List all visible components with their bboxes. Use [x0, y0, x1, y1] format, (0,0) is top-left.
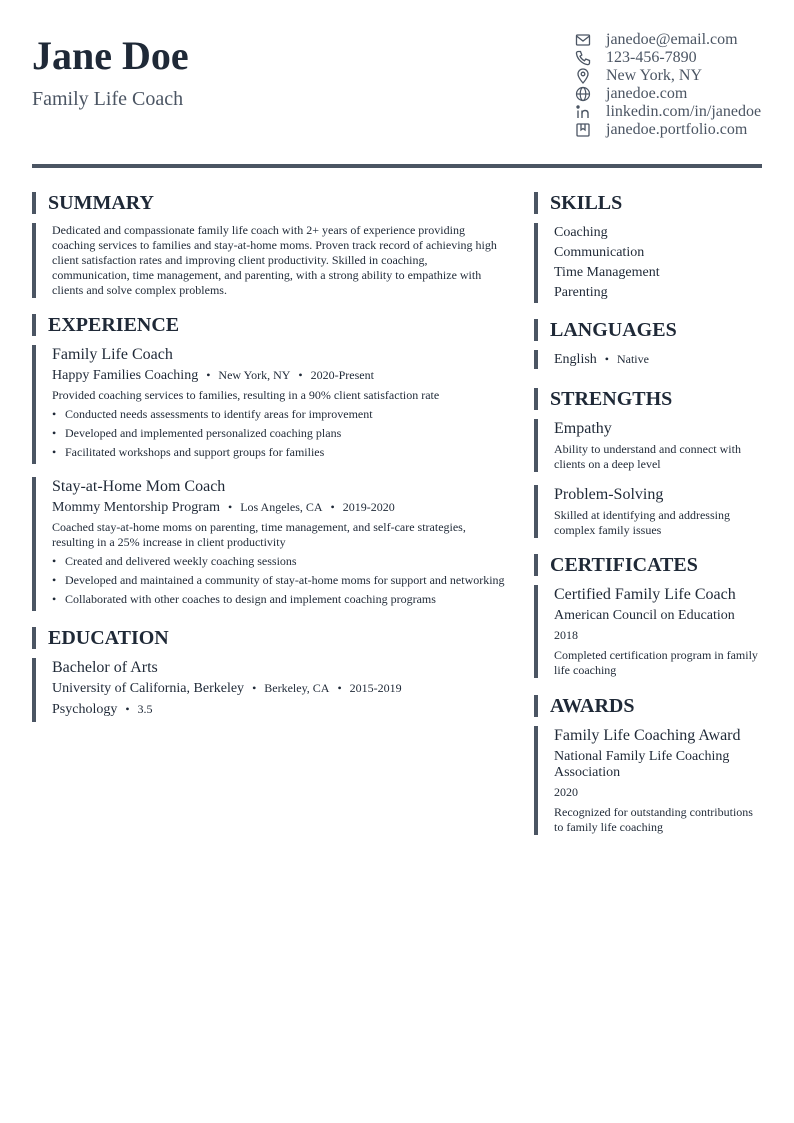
location-pin-icon	[574, 67, 592, 85]
contact-phone[interactable]	[574, 49, 789, 67]
languages-block	[534, 350, 762, 369]
globe-icon	[574, 85, 592, 103]
separator-dot: •	[125, 702, 130, 716]
education-dates: 2015-2019	[349, 681, 402, 695]
separator-dot: •	[206, 368, 211, 382]
summary-block	[32, 223, 508, 298]
education-location: Berkeley, CA	[264, 681, 330, 695]
experience-heading: EXPERIENCE	[32, 314, 508, 336]
separator-dot: •	[298, 368, 303, 382]
right-column	[534, 192, 762, 835]
language-name: English	[554, 352, 597, 367]
award-date: 2020	[554, 785, 578, 799]
separator-dot: •	[228, 500, 233, 514]
contact-website[interactable]	[574, 85, 789, 103]
summary-heading: SUMMARY	[32, 192, 508, 214]
contact-location-text: New York, NY	[606, 67, 703, 84]
left-column	[32, 192, 508, 722]
strength-description: Skilled at identifying and addressing complex family issues	[554, 508, 730, 537]
contact-portfolio[interactable]	[574, 121, 789, 139]
bullet-item: • Conducted needs assessments to identify areas for improvement	[52, 405, 508, 424]
contact-linkedin-text[interactable]: linkedin.com/in/janedoe	[606, 103, 762, 120]
experience-location: New York, NY	[218, 368, 291, 382]
skill-item: Communication	[554, 245, 645, 260]
contact-portfolio-text[interactable]: janedoe.portfolio.com	[606, 121, 748, 138]
education-degree: Bachelor of Arts	[52, 659, 158, 676]
skill-item: Time Management	[554, 265, 660, 280]
contact-email[interactable]	[574, 31, 789, 49]
education-major: Psychology	[52, 702, 118, 717]
contact-phone-text: 123-456-7890	[606, 49, 697, 66]
strength-title: Empathy	[554, 420, 612, 437]
header-divider	[32, 164, 762, 168]
award-description: Recognized for outstanding contributions to family life coaching	[554, 805, 753, 834]
experience-bullets	[52, 405, 508, 462]
job-title: Family Life Coach	[32, 88, 184, 110]
certificate-date: 2018	[554, 628, 578, 642]
education-major-row	[52, 699, 508, 720]
experience-entry	[32, 345, 508, 464]
skills-block	[534, 223, 762, 303]
contact-location	[574, 67, 789, 85]
experience-company: Happy Families Coaching	[52, 368, 199, 383]
phone-icon	[574, 49, 592, 67]
award-title: Family Life Coaching Award	[554, 727, 741, 744]
experience-bullets	[52, 552, 508, 609]
education-school: University of California, Berkeley	[52, 681, 245, 696]
certificate-entry	[534, 585, 762, 678]
award-entry	[534, 726, 762, 835]
bullet-item: • Created and delivered weekly coaching sessions	[52, 552, 508, 571]
education-meta	[52, 678, 508, 699]
contact-website-text[interactable]: janedoe.com	[606, 85, 688, 102]
experience-dates: 2020-Present	[310, 368, 374, 382]
language-level: Native	[616, 352, 649, 366]
candidate-name: Jane Doe	[32, 33, 189, 78]
strength-title: Problem-Solving	[554, 486, 664, 503]
experience-entry	[32, 477, 508, 611]
experience-role: Stay-at-Home Mom Coach	[52, 478, 226, 495]
contact-linkedin[interactable]	[574, 103, 789, 121]
portfolio-icon	[574, 121, 592, 139]
experience-meta	[52, 365, 508, 386]
separator-dot: •	[337, 681, 342, 695]
education-heading: EDUCATION	[32, 627, 508, 649]
strength-entry	[534, 419, 762, 472]
bullet-item: • Facilitated workshops and support groups for families	[52, 443, 508, 462]
strength-description: Ability to understand and connect with clients on a deep level	[554, 442, 741, 471]
linkedin-icon	[574, 103, 592, 121]
experience-description: Coached stay-at-home moms on parenting, time management, and self-care strategies, resulting in a 25% increase in client productivity	[52, 520, 466, 549]
experience-role: Family Life Coach	[52, 346, 173, 363]
education-gpa: 3.5	[137, 702, 153, 716]
certificate-title: Certified Family Life Coach	[554, 586, 736, 603]
experience-company: Mommy Mentorship Program	[52, 500, 220, 515]
experience-meta	[52, 497, 508, 518]
certificates-heading: CERTIFICATES	[534, 554, 762, 576]
summary-text: Dedicated and compassionate family life coach with 2+ years of experience providing coaching services to families and stay-at-home moms. Proven track record of achieving high client satisfaction rates and improving client productivity. Skilled in coaching, communication, time management, and parenting, with a strong ability to empathize with clients and solve complex problems.	[52, 223, 497, 297]
separator-dot: •	[330, 500, 335, 514]
separator-dot: •	[252, 681, 257, 695]
certificate-org: American Council on Education	[554, 608, 735, 623]
bullet-item: • Developed and implemented personalized coaching plans	[52, 424, 508, 443]
experience-description: Provided coaching services to families, resulting in a 90% client satisfaction rate	[52, 388, 440, 402]
bullet-item: • Developed and maintained a community of stay-at-home moms for support and networking	[52, 571, 508, 590]
experience-location: Los Angeles, CA	[240, 500, 323, 514]
contact-list	[574, 31, 789, 139]
skill-item: Parenting	[554, 285, 608, 300]
language-item	[554, 350, 762, 369]
awards-heading: AWARDS	[534, 695, 762, 717]
contact-email-text[interactable]: janedoe@email.com	[606, 31, 738, 48]
separator-dot: •	[604, 352, 609, 366]
mail-icon	[574, 31, 592, 49]
skill-item: Coaching	[554, 225, 608, 240]
experience-dates: 2019-2020	[342, 500, 395, 514]
skills-heading: SKILLS	[534, 192, 762, 214]
strengths-heading: STRENGTHS	[534, 388, 762, 410]
bullet-item: • Collaborated with other coaches to design and implement coaching programs	[52, 590, 508, 609]
education-entry	[32, 658, 508, 722]
languages-heading: LANGUAGES	[534, 319, 762, 341]
strength-entry	[534, 485, 762, 538]
certificate-description: Completed certification program in family life coaching	[554, 648, 758, 677]
award-org: National Family Life Coaching Association	[554, 749, 730, 780]
